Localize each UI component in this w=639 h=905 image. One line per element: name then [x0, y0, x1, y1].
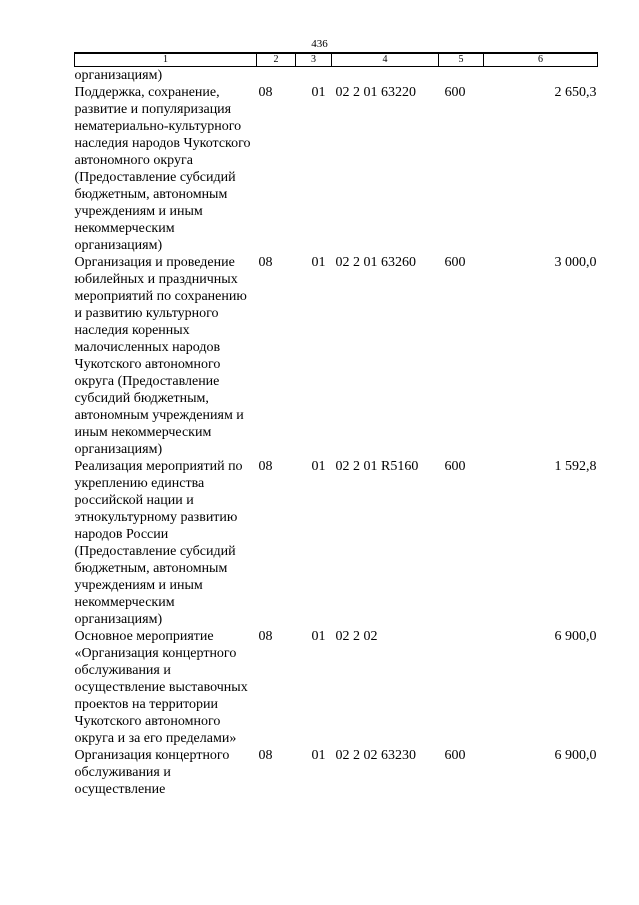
- table-row: [75, 254, 598, 458]
- column-header-expense-type: 5: [439, 53, 484, 67]
- row-article: 02 2 01 63260: [335, 255, 416, 270]
- row-subsection: 01: [311, 85, 326, 100]
- row-name: Организация и проведение юбилейных и праздничных мероприятий по сохранению и развитию культурного наследия коренных малочисленных народов Чукотского автономного округа (Предоставление субсидий бюджетным, автономным учреждениям и иным некоммерческим организациям): [74, 255, 247, 457]
- table-row: [75, 628, 598, 747]
- row-article: 02 2 02: [335, 629, 378, 644]
- column-header-article: 4: [332, 53, 439, 67]
- row-section: 08: [258, 629, 273, 644]
- row-expense-type: 600: [444, 255, 466, 270]
- column-header-subsection: 3: [296, 53, 332, 67]
- row-name: организациям): [74, 68, 163, 83]
- row-article: 02 2 01 63220: [335, 85, 416, 100]
- row-name: Поддержка, сохранение, развитие и популяризация нематериально-культурного наследия народов Чукотского автономного округа (Предоставление субсидий бюджетным, автономным учреждениям и иным некоммерческим организациям): [74, 85, 251, 253]
- row-name: Реализация мероприятий по укреплению единства российской нации и этнокультурному развитию народов России (Предоставление субсидий бюджетным, автономным учреждениям и иным некоммерческим организациям): [74, 459, 243, 627]
- table-row-continuation: [75, 67, 598, 85]
- row-article: 02 2 01 R5160: [335, 459, 419, 474]
- row-section: 08: [258, 255, 273, 270]
- row-subsection: 01: [311, 629, 326, 644]
- row-name: Основное мероприятие «Организация концертного обслуживания и осуществление выставочных проектов на территории Чукотского автономного округа и за его пределами»: [74, 629, 248, 746]
- row-section: 08: [258, 748, 273, 763]
- column-header-amount: 6: [484, 53, 598, 67]
- table-row: [75, 458, 598, 628]
- row-subsection: 01: [311, 459, 326, 474]
- row-section: 08: [258, 459, 273, 474]
- row-amount: 3 000,0: [554, 255, 597, 270]
- row-expense-type: 600: [444, 748, 466, 763]
- budget-table: [74, 52, 598, 798]
- column-header-name: 1: [75, 53, 257, 67]
- row-article: 02 2 02 63230: [335, 748, 416, 763]
- row-amount: 6 900,0: [554, 629, 597, 644]
- page-number: 436: [311, 38, 328, 50]
- row-amount: 1 592,8: [554, 459, 597, 474]
- row-expense-type: 600: [444, 85, 466, 100]
- row-expense-type: [439, 628, 484, 747]
- row-subsection: 01: [311, 748, 326, 763]
- row-subsection: 01: [311, 255, 326, 270]
- row-name: Организация концертного обслуживания и осуществление: [74, 748, 230, 797]
- row-section: 08: [258, 85, 273, 100]
- table-header: [75, 53, 598, 67]
- table-row: [75, 84, 598, 254]
- row-amount: 2 650,3: [554, 85, 597, 100]
- table-row: [75, 747, 598, 798]
- row-expense-type: 600: [444, 459, 466, 474]
- row-amount: 6 900,0: [554, 748, 597, 763]
- column-header-section: 2: [257, 53, 296, 67]
